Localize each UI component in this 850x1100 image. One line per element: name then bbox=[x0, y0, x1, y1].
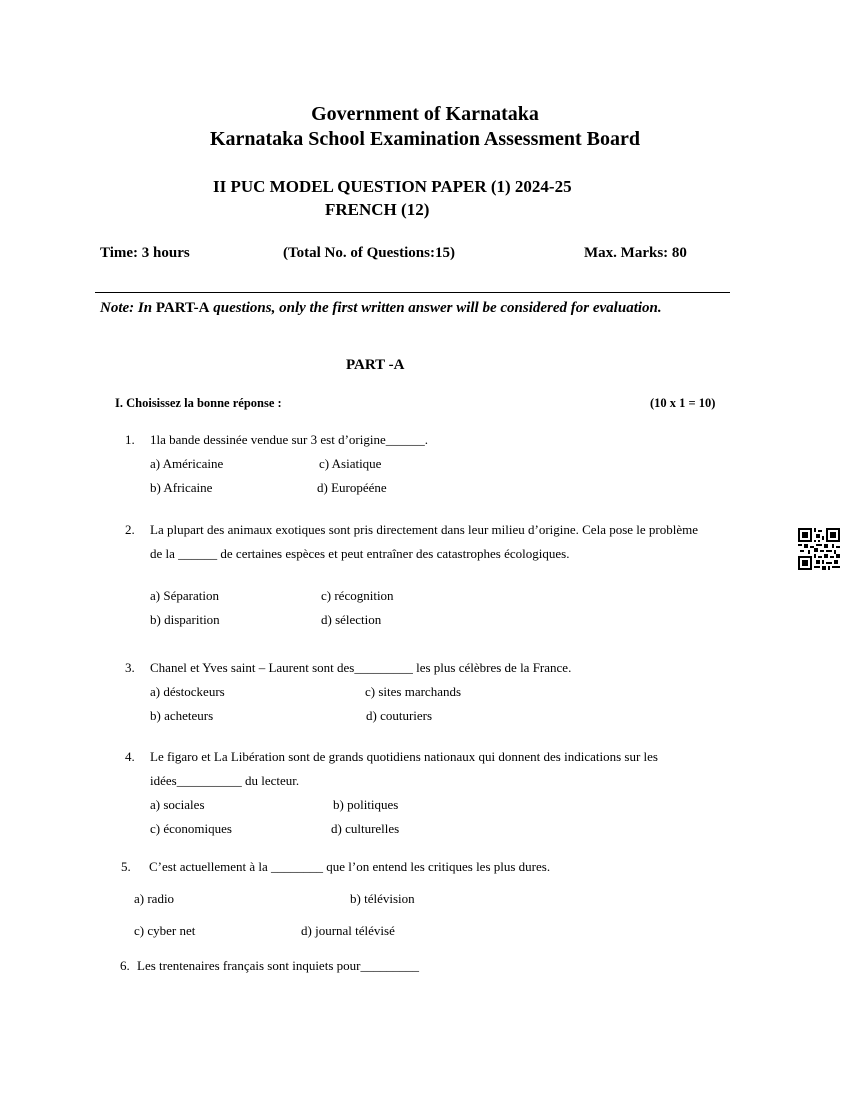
qr-code-icon bbox=[798, 528, 840, 570]
section-marks: (10 x 1 = 10) bbox=[650, 396, 716, 410]
option-b: b) Africaine bbox=[150, 480, 213, 495]
question-text-line2: idées__________ du lecteur. bbox=[150, 773, 300, 788]
option-d: d) journal télévisé bbox=[301, 923, 395, 938]
option-a: a) sociales bbox=[150, 797, 205, 812]
option-a: a) radio bbox=[134, 891, 175, 906]
option-d: d) sélection bbox=[321, 612, 382, 627]
time-info: Time: 3 hours bbox=[100, 245, 190, 261]
option-c: c) économiques bbox=[150, 821, 232, 836]
option-d: d) culturelles bbox=[331, 821, 400, 836]
total-questions-info: (Total No. of Questions:15) bbox=[283, 245, 455, 261]
option-d: d) Europééne bbox=[317, 480, 387, 495]
option-c: c) sites marchands bbox=[365, 684, 462, 699]
header-divider bbox=[95, 292, 730, 293]
option-b: b) disparition bbox=[150, 612, 220, 627]
note-part: PART-A bbox=[155, 300, 210, 316]
question-text: C’est actuellement à la ________ que l’on entend les critiques les plus dures. bbox=[149, 859, 551, 874]
evaluation-note bbox=[100, 300, 662, 317]
header-government: Government of Karnataka bbox=[311, 103, 539, 125]
question-number: 2. bbox=[125, 522, 135, 537]
section-instruction: I. Choisissez la bonne réponse : bbox=[115, 396, 282, 410]
header-board: Karnataka School Examination Assessment Board bbox=[209, 128, 641, 150]
note-rest: questions, only the first written answer will be considered for evaluation. bbox=[213, 300, 662, 316]
part-title: PART -A bbox=[346, 357, 405, 373]
note-prefix: Note: In bbox=[100, 300, 153, 316]
option-a: a) déstockeurs bbox=[150, 684, 225, 699]
question-text: Les trentenaires français sont inquiets pour_________ bbox=[137, 958, 419, 973]
question-text: Chanel et Yves saint – Laurent sont des_________ les plus célèbres de la France. bbox=[150, 660, 572, 675]
option-c: c) récognition bbox=[321, 588, 394, 603]
paper-title: II PUC MODEL QUESTION PAPER (1) 2024-25 bbox=[213, 177, 572, 196]
option-b: b) acheteurs bbox=[150, 708, 214, 723]
subject-title: FRENCH (12) bbox=[325, 200, 430, 219]
question-text-line2: de la ______ de certaines espèces et peut entraîner des catastrophes écologiques. bbox=[150, 546, 570, 561]
option-a: a) Séparation bbox=[150, 588, 219, 603]
option-a: a) Américaine bbox=[150, 456, 224, 471]
question-number: 1. bbox=[125, 432, 135, 447]
question-number: 3. bbox=[125, 660, 135, 675]
question-number: 6. bbox=[120, 958, 130, 973]
option-d: d) couturiers bbox=[366, 708, 433, 723]
option-b: b) télévision bbox=[350, 891, 415, 906]
option-c: c) cyber net bbox=[134, 923, 196, 938]
question-text: 1la bande dessinée vendue sur 3 est d’origine______. bbox=[150, 432, 428, 447]
option-c: c) Asiatique bbox=[319, 456, 382, 471]
question-text-line1: La plupart des animaux exotiques sont pris directement dans leur milieu d’origine. Cela pose le problème bbox=[150, 522, 699, 537]
max-marks-info: Max. Marks: 80 bbox=[584, 245, 687, 261]
option-b: b) politiques bbox=[333, 797, 399, 812]
question-number: 4. bbox=[125, 749, 135, 764]
question-text-line1: Le figaro et La Libération sont de grands quotidiens nationaux qui donnent des indications sur les bbox=[150, 749, 658, 764]
question-number: 5. bbox=[121, 859, 131, 874]
